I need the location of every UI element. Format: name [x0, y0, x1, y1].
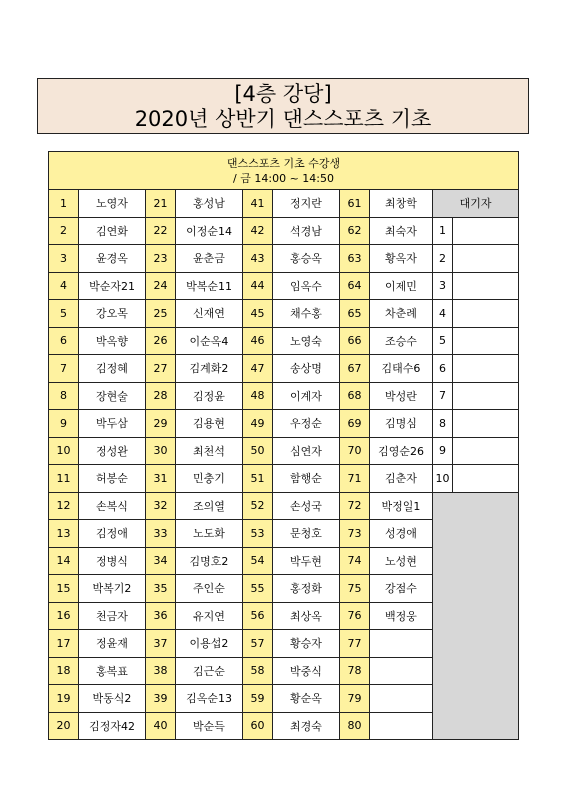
student-name: 최천석 [176, 437, 243, 465]
student-name: 민충기 [176, 465, 243, 493]
student-number: 76 [340, 602, 370, 630]
student-name: 김춘자 [370, 465, 433, 493]
student-name: 김근순 [176, 657, 243, 685]
student-number: 43 [243, 245, 273, 273]
student-number: 57 [243, 630, 273, 658]
student-name [370, 657, 433, 685]
student-number: 51 [243, 465, 273, 493]
student-number: 3 [49, 245, 79, 273]
student-name: 신재연 [176, 300, 243, 328]
student-number: 72 [340, 492, 370, 520]
roster-table [48, 151, 519, 740]
student-name: 홍승옥 [273, 245, 340, 273]
student-name: 김옥순13 [176, 685, 243, 713]
table-row [49, 355, 519, 383]
student-name: 박성란 [370, 382, 433, 410]
student-number: 73 [340, 520, 370, 548]
table-header-row [49, 152, 519, 190]
waitlist-header: 대기자 [433, 190, 519, 218]
student-number: 10 [49, 437, 79, 465]
waitlist-name [453, 300, 519, 328]
student-name: 김정애 [79, 520, 146, 548]
student-name: 최숙자 [370, 217, 433, 245]
student-name: 황순옥 [273, 685, 340, 713]
student-number: 6 [49, 327, 79, 355]
student-number: 15 [49, 575, 79, 603]
student-number: 71 [340, 465, 370, 493]
student-name: 성경애 [370, 520, 433, 548]
waitlist-name [453, 410, 519, 438]
student-number: 48 [243, 382, 273, 410]
student-name: 홍정화 [273, 575, 340, 603]
student-number: 58 [243, 657, 273, 685]
student-name: 박정일1 [370, 492, 433, 520]
student-number: 45 [243, 300, 273, 328]
student-name: 박복기2 [79, 575, 146, 603]
student-name: 정윤재 [79, 630, 146, 658]
student-number: 37 [146, 630, 176, 658]
header-line1: 댄스스포츠 기초 수강생 [226, 156, 341, 170]
student-name: 노성현 [370, 547, 433, 575]
table-row [49, 217, 519, 245]
student-name: 노영자 [79, 190, 146, 218]
student-number: 35 [146, 575, 176, 603]
student-name: 주인순 [176, 575, 243, 603]
student-name: 임옥수 [273, 272, 340, 300]
student-name: 김명호2 [176, 547, 243, 575]
student-number: 44 [243, 272, 273, 300]
student-number: 5 [49, 300, 79, 328]
student-number: 33 [146, 520, 176, 548]
student-number: 26 [146, 327, 176, 355]
table-row [49, 245, 519, 273]
student-name: 장현술 [79, 382, 146, 410]
student-number: 36 [146, 602, 176, 630]
student-name: 박동식2 [79, 685, 146, 713]
student-number: 30 [146, 437, 176, 465]
student-name: 이계자 [273, 382, 340, 410]
student-name: 이정순14 [176, 217, 243, 245]
student-name: 정지란 [273, 190, 340, 218]
waitlist-number: 5 [433, 327, 453, 355]
student-number: 56 [243, 602, 273, 630]
table-row [49, 272, 519, 300]
student-number: 1 [49, 190, 79, 218]
student-name: 박두현 [273, 547, 340, 575]
student-name: 김정혜 [79, 355, 146, 383]
student-number: 75 [340, 575, 370, 603]
student-name: 심연자 [273, 437, 340, 465]
waitlist-name [453, 217, 519, 245]
student-name: 윤춘금 [176, 245, 243, 273]
student-number: 68 [340, 382, 370, 410]
student-number: 49 [243, 410, 273, 438]
student-number: 63 [340, 245, 370, 273]
student-number: 55 [243, 575, 273, 603]
student-name: 홍복표 [79, 657, 146, 685]
student-number: 39 [146, 685, 176, 713]
waitlist-number: 8 [433, 410, 453, 438]
student-name: 김용현 [176, 410, 243, 438]
student-number: 53 [243, 520, 273, 548]
student-name: 김명심 [370, 410, 433, 438]
student-number: 52 [243, 492, 273, 520]
student-number: 21 [146, 190, 176, 218]
student-name: 손복식 [79, 492, 146, 520]
table-row [49, 492, 519, 520]
table-row [49, 327, 519, 355]
student-name: 윤경옥 [79, 245, 146, 273]
waitlist-name [453, 327, 519, 355]
student-number: 74 [340, 547, 370, 575]
student-name: 문청호 [273, 520, 340, 548]
student-name: 유지연 [176, 602, 243, 630]
waitlist-name [453, 245, 519, 273]
waitlist-number: 3 [433, 272, 453, 300]
waitlist-name [453, 272, 519, 300]
student-name: 석경남 [273, 217, 340, 245]
table-row [49, 300, 519, 328]
table-row [49, 410, 519, 438]
student-name [370, 685, 433, 713]
student-number: 7 [49, 355, 79, 383]
student-number: 20 [49, 712, 79, 740]
waitlist-number: 2 [433, 245, 453, 273]
student-name: 노도화 [176, 520, 243, 548]
student-number: 80 [340, 712, 370, 740]
student-name: 박중식 [273, 657, 340, 685]
student-name: 박순득 [176, 712, 243, 740]
location-title: [4층 강당] [234, 82, 332, 106]
student-name: 최창학 [370, 190, 433, 218]
student-name: 강점수 [370, 575, 433, 603]
student-number: 60 [243, 712, 273, 740]
student-number: 17 [49, 630, 79, 658]
student-number: 2 [49, 217, 79, 245]
student-name: 김정윤 [176, 382, 243, 410]
student-number: 22 [146, 217, 176, 245]
student-number: 42 [243, 217, 273, 245]
student-number: 27 [146, 355, 176, 383]
student-number: 18 [49, 657, 79, 685]
student-number: 14 [49, 547, 79, 575]
student-name: 박옥향 [79, 327, 146, 355]
student-name: 정병식 [79, 547, 146, 575]
student-name: 우정순 [273, 410, 340, 438]
waitlist-name [453, 465, 519, 493]
student-name: 김정자42 [79, 712, 146, 740]
student-number: 50 [243, 437, 273, 465]
student-name: 이제민 [370, 272, 433, 300]
student-name: 노영숙 [273, 327, 340, 355]
student-number: 8 [49, 382, 79, 410]
waitlist-number: 4 [433, 300, 453, 328]
table-row [49, 437, 519, 465]
student-name: 차춘례 [370, 300, 433, 328]
student-name: 함행순 [273, 465, 340, 493]
student-number: 16 [49, 602, 79, 630]
student-name: 백정웅 [370, 602, 433, 630]
student-number: 9 [49, 410, 79, 438]
waitlist-number: 1 [433, 217, 453, 245]
course-title: 2020년 상반기 댄스스포츠 기초 [134, 107, 432, 131]
student-name: 황승자 [273, 630, 340, 658]
student-number: 11 [49, 465, 79, 493]
student-number: 67 [340, 355, 370, 383]
student-name: 최상옥 [273, 602, 340, 630]
student-number: 54 [243, 547, 273, 575]
student-number: 69 [340, 410, 370, 438]
student-number: 77 [340, 630, 370, 658]
student-name: 박순자21 [79, 272, 146, 300]
waitlist-empty-area [433, 492, 519, 740]
table-row [49, 190, 519, 218]
student-number: 29 [146, 410, 176, 438]
student-number: 13 [49, 520, 79, 548]
student-number: 19 [49, 685, 79, 713]
student-name: 정성완 [79, 437, 146, 465]
student-number: 65 [340, 300, 370, 328]
table-row [49, 465, 519, 493]
student-name: 김태수6 [370, 355, 433, 383]
student-number: 61 [340, 190, 370, 218]
table-header [49, 152, 519, 190]
waitlist-name [453, 437, 519, 465]
student-number: 41 [243, 190, 273, 218]
student-number: 62 [340, 217, 370, 245]
student-name: 천금자 [79, 602, 146, 630]
student-name: 박두삼 [79, 410, 146, 438]
table-row [49, 382, 519, 410]
student-number: 40 [146, 712, 176, 740]
student-number: 24 [146, 272, 176, 300]
student-number: 31 [146, 465, 176, 493]
student-name: 김연화 [79, 217, 146, 245]
waitlist-name [453, 382, 519, 410]
student-number: 23 [146, 245, 176, 273]
student-name [370, 712, 433, 740]
student-number: 34 [146, 547, 176, 575]
waitlist-number: 6 [433, 355, 453, 383]
student-name: 이용섭2 [176, 630, 243, 658]
student-name: 손성국 [273, 492, 340, 520]
waitlist-number: 9 [433, 437, 453, 465]
student-number: 4 [49, 272, 79, 300]
header-line2: / 금 14:00 ~ 14:50 [233, 171, 334, 185]
student-name: 김계화2 [176, 355, 243, 383]
student-name: 허봉순 [79, 465, 146, 493]
student-name: 강오목 [79, 300, 146, 328]
student-name: 박복순11 [176, 272, 243, 300]
student-name: 조승수 [370, 327, 433, 355]
student-name [370, 630, 433, 658]
student-number: 66 [340, 327, 370, 355]
waitlist-number: 7 [433, 382, 453, 410]
student-number: 59 [243, 685, 273, 713]
student-name: 황옥자 [370, 245, 433, 273]
student-number: 25 [146, 300, 176, 328]
title-box [37, 78, 529, 134]
student-number: 47 [243, 355, 273, 383]
student-number: 64 [340, 272, 370, 300]
student-name: 조의열 [176, 492, 243, 520]
student-name: 이순옥4 [176, 327, 243, 355]
student-number: 46 [243, 327, 273, 355]
student-name: 최경숙 [273, 712, 340, 740]
waitlist-name [453, 355, 519, 383]
student-number: 28 [146, 382, 176, 410]
student-number: 12 [49, 492, 79, 520]
student-number: 38 [146, 657, 176, 685]
student-number: 79 [340, 685, 370, 713]
waitlist-number: 10 [433, 465, 453, 493]
student-name: 홍성남 [176, 190, 243, 218]
student-number: 70 [340, 437, 370, 465]
student-number: 32 [146, 492, 176, 520]
student-name: 채수홍 [273, 300, 340, 328]
student-name: 송상명 [273, 355, 340, 383]
student-number: 78 [340, 657, 370, 685]
student-name: 김영순26 [370, 437, 433, 465]
